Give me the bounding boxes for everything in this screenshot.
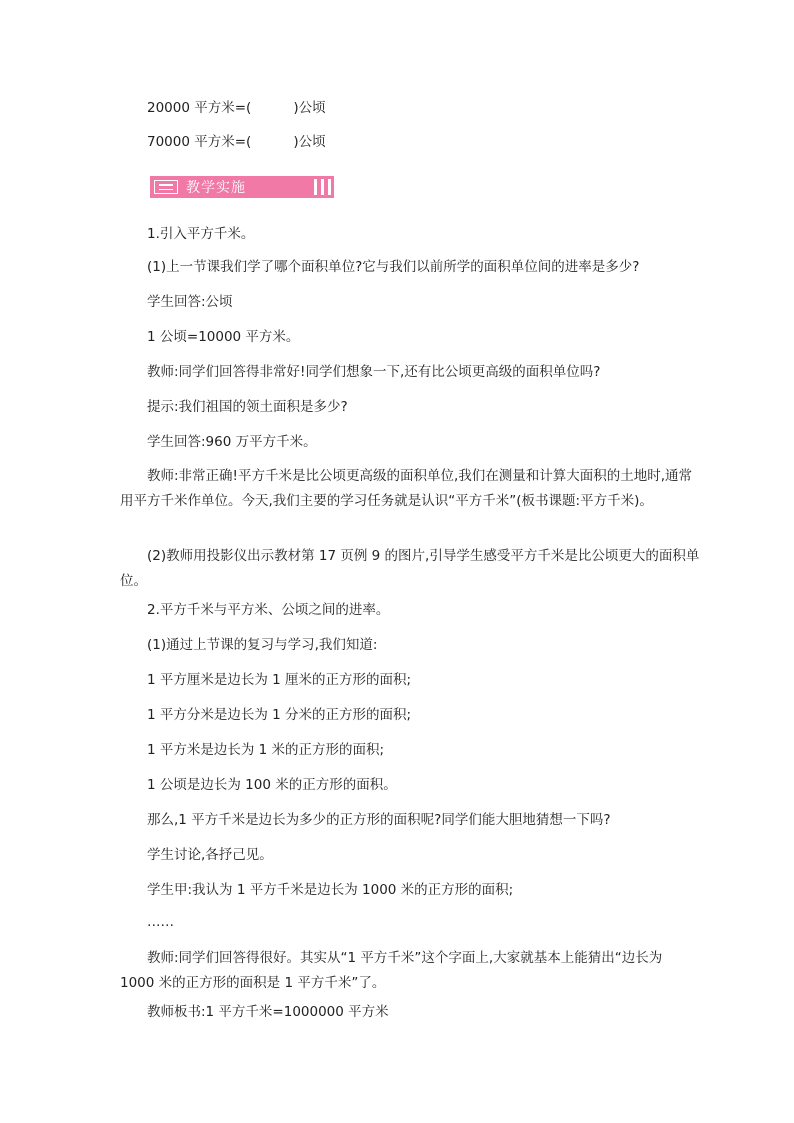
- paragraph: 教师板书:1 平方千米=1000000 平方米: [147, 1004, 389, 1020]
- section-title: 教学实施: [186, 180, 246, 196]
- exercise-right: )公顷: [293, 134, 326, 150]
- paragraph: (2)教师用投影仪出示教材第 17 页例 9 的图片,引导学生感受平方千米是比公顷更大的面积单位。: [120, 548, 700, 589]
- paragraph: 提示:我们祖国的领土面积是多少?: [147, 399, 348, 415]
- paragraph: 1 平方厘米是边长为 1 厘米的正方形的面积;: [147, 672, 412, 688]
- paragraph: 1 公顷是边长为 100 米的正方形的面积。: [147, 777, 397, 793]
- paragraph: (1)通过上节课的复习与学习,我们知道:: [147, 637, 378, 653]
- paragraph: 学生甲:我认为 1 平方千米是边长为 1000 米的正方形的面积;: [147, 882, 514, 898]
- paragraph: 学生回答:960 万平方千米。: [147, 434, 317, 450]
- paragraph: 那么,1 平方千米是边长为多少的正方形的面积呢?同学们能大胆地猜想一下吗?: [147, 812, 611, 828]
- section-banner: [150, 176, 334, 198]
- paragraph: 学生讨论,各抒己见。: [147, 847, 273, 863]
- paragraph: ……: [147, 914, 174, 930]
- exercise-left: 20000 平方米=(: [147, 100, 252, 116]
- exercise-right: )公顷: [293, 100, 326, 116]
- paragraph: 教师:同学们回答得非常好!同学们想象一下,还有比公顷更高级的面积单位吗?: [147, 364, 601, 380]
- paragraph: 1 公顷=10000 平方米。: [147, 329, 300, 345]
- exercise-line: [147, 130, 707, 155]
- paragraph: (1)上一节课我们学了哪个面积单位?它与我们以前所学的面积单位间的进率是多少?: [147, 259, 640, 275]
- paragraph: 2.平方千米与平方米、公顷之间的进率。: [147, 602, 390, 618]
- paragraph: 1.引入平方千米。: [147, 226, 255, 242]
- paragraph: 教师:非常正确!平方千米是比公顷更高级的面积单位,我们在测量和计算大面积的土地时,通常用平方千米作单位。今天,我们主要的学习任务就是认识“平方千米”(板书课题:平方千米)。: [120, 468, 693, 509]
- exercise-left: 70000 平方米=(: [147, 134, 252, 150]
- section-number-icon: [154, 180, 178, 194]
- paragraph: 学生回答:公顷: [147, 294, 233, 310]
- decorative-bars-icon: [310, 179, 331, 195]
- paragraph: 1 平方分米是边长为 1 分米的正方形的面积;: [147, 707, 412, 723]
- paragraph: 教师:同学们回答得很好。其实从“1 平方千米”这个字面上,大家就基本上能猜出“边长为 1000 米的正方形的面积是 1 平方千米”了。: [120, 950, 663, 991]
- paragraph: 1 平方米是边长为 1 米的正方形的面积;: [147, 742, 385, 758]
- exercise-line: [147, 96, 707, 121]
